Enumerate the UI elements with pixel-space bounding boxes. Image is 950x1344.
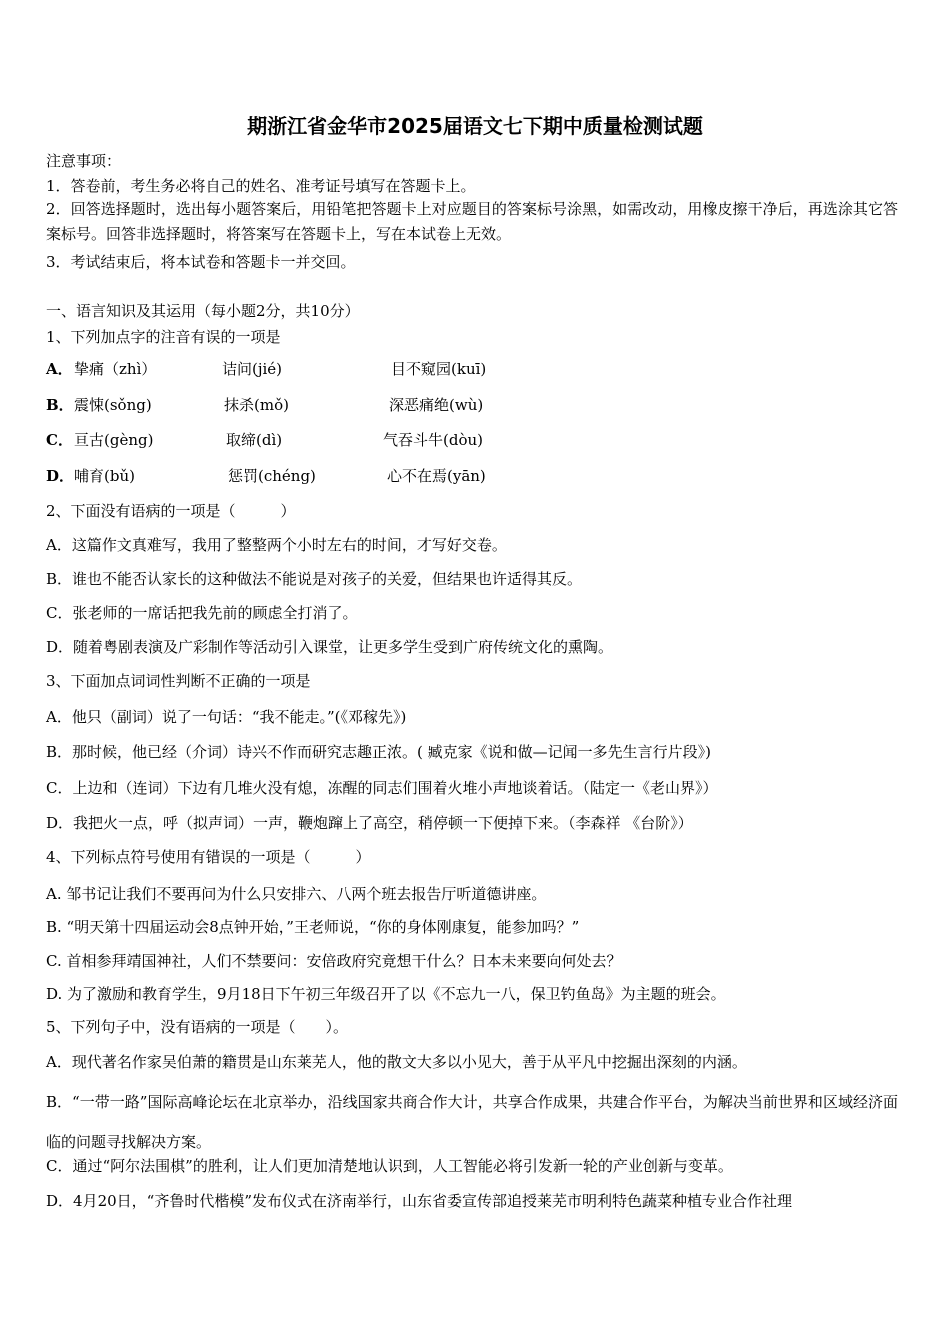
notice-heading: 注意事项： bbox=[46, 152, 122, 170]
q1-b-item-2: 抹杀(mǒ) bbox=[224, 396, 289, 414]
q1-d-item-2: 惩罚(chéng) bbox=[228, 467, 316, 485]
q1-b-item-3: 深恶痛绝(wù) bbox=[389, 396, 484, 414]
q1-c-item-2: 取缔(dì) bbox=[226, 431, 283, 449]
q5-option-d: D．4月20日，“齐鲁时代楷模”发布仪式在济南举行，山东省委宣传部追授莱芜市明利特色蔬菜种植专业合作社理 bbox=[46, 1192, 792, 1210]
q2-option-c: C．张老师的一席话把我先前的顾虑全打消了。 bbox=[46, 604, 358, 622]
q1-stem: 1、下列加点字的注音有误的一项是 bbox=[46, 328, 281, 346]
q1-a-item-1: 挚痛（zhì） bbox=[74, 360, 157, 378]
notice-item-1: 1．答卷前，考生务必将自己的姓名、准考证号填写在答题卡上。 bbox=[46, 177, 476, 195]
q4-option-d: D. 为了激励和教育学生，9月18日下午初三年级召开了以《不忘九一八，保卫钓鱼岛》为主题的班会。 bbox=[46, 985, 726, 1003]
q3-option-c: C．上边和（连词）下边有几堆火没有熄，冻醒的同志们围着火堆小声地谈着话。（陆定一《老山界》） bbox=[46, 779, 718, 797]
q2-option-a: A．这篇作文真难写，我用了整整两个小时左右的时间，才写好交卷。 bbox=[46, 536, 507, 554]
q1-a-item-2: 诘问(jié) bbox=[222, 360, 283, 378]
q4-option-a: A. 邹书记让我们不要再问为什么只安排六、八两个班去报告厅听道德讲座。 bbox=[46, 885, 547, 903]
q5-option-a: A．现代著名作家吴伯萧的籍贯是山东莱芜人，他的散文大多以小见大，善于从平凡中挖掘出深刻的内涵。 bbox=[46, 1053, 747, 1071]
q2-stem: 2、下面没有语病的一项是（ ） bbox=[46, 502, 296, 520]
q1-option-label-b: B． bbox=[46, 396, 74, 414]
q1-b-item-1: 震悚(sǒng) bbox=[74, 396, 152, 414]
q3-stem: 3、下面加点词词性判断不正确的一项是 bbox=[46, 672, 311, 690]
q2-option-b: B．谁也不能否认家长的这种做法不能说是对孩子的关爱，但结果也许适得其反。 bbox=[46, 570, 583, 588]
q4-option-b: B. “明天第十四届运动会8点钟开始，”王老师说，“你的身体刚康复，能参加吗？” bbox=[46, 918, 580, 936]
q2-option-d: D．随着粤剧表演及广彩制作等活动引入课堂，让更多学生受到广府传统文化的熏陶。 bbox=[46, 638, 614, 656]
q5-option-b: B．“一带一路”国际高峰论坛在北京举办，沿线国家共商合作大计，共享合作成果，共建合作平台，为解决当前世界和区域经济面临的问题寻找解决方案。 bbox=[46, 1093, 898, 1151]
section-heading: 一、语言知识及其运用（每小题2分，共10分） bbox=[46, 302, 360, 320]
q3-option-b: B．那时候，他已经（介词）诗兴不作而研究志趣正浓。( 臧克家《说和做—记闻一多先生言行片段》) bbox=[46, 743, 711, 761]
q5-stem: 5、下列句子中，没有语病的一项是（ ）。 bbox=[46, 1018, 349, 1036]
q1-d-item-1: 哺育(bǔ) bbox=[74, 467, 135, 485]
q3-option-d: D．我把火一点，呼（拟声词）一声，鞭炮蹿上了高空，稍停顿一下便掉下来。（李森祥 《台阶》） bbox=[46, 814, 693, 832]
q1-option-label-c: C． bbox=[46, 431, 73, 449]
notice-item-3: 3．考试结束后，将本试卷和答题卡一并交回。 bbox=[46, 253, 356, 271]
q1-c-item-1: 亘古(gèng) bbox=[74, 431, 154, 449]
q1-option-label-d: D． bbox=[46, 467, 75, 485]
q4-stem: 4、下列标点符号使用有错误的一项是（ ） bbox=[46, 848, 371, 866]
page-title: 期浙江省金华市2025届语文七下期中质量检测试题 bbox=[247, 114, 703, 138]
q1-d-item-3: 心不在焉(yān) bbox=[387, 467, 486, 485]
q5-option-c: C．通过“阿尔法围棋”的胜利，让人们更加清楚地认识到，人工智能必将引发新一轮的产业创新与变革。 bbox=[46, 1157, 733, 1175]
notice-item-2: 2．回答选择题时，选出每小题答案后，用铅笔把答题卡上对应题目的答案标号涂黑，如需改动，用橡皮擦干净后，再选涂其它答案标号。回答非选择题时，将答案写在答题卡上，写在本试卷上无效。 bbox=[46, 200, 898, 243]
q1-option-label-a: A． bbox=[46, 360, 73, 378]
q4-option-c: C. 首相参拜靖国神社，人们不禁要问：安倍政府究竟想干什么？日本未来要向何处去？ bbox=[46, 952, 622, 970]
q1-a-item-3: 目不窥园(kuī) bbox=[391, 360, 487, 378]
q3-option-a: A．他只（副词）说了一句话：“我不能走。”(《邓稼先》) bbox=[46, 708, 407, 726]
q1-c-item-3: 气吞斗牛(dòu) bbox=[383, 431, 483, 449]
